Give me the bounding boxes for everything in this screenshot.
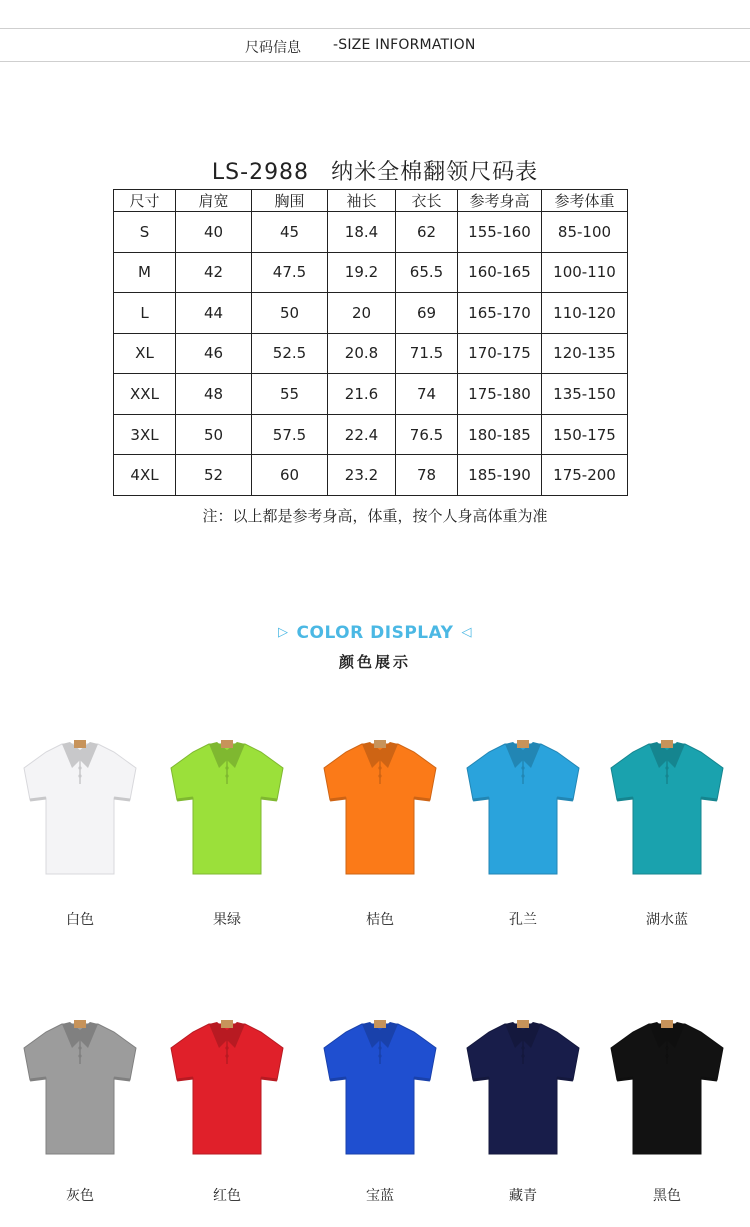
- cell-height: 155-160: [458, 212, 542, 253]
- table-row: [114, 414, 628, 455]
- header-title-cn: 尺码信息: [245, 40, 301, 56]
- color-name-label: 桔色: [366, 912, 394, 928]
- cell-height: 180-185: [458, 414, 542, 455]
- polo-shirt-icon: [607, 738, 727, 878]
- cell-size: XXL: [114, 374, 176, 415]
- cell-height: 165-170: [458, 293, 542, 334]
- cell-shoulder: 44: [176, 293, 252, 334]
- header-bar: [0, 28, 750, 62]
- cell-height: 160-165: [458, 252, 542, 293]
- chart-name: 纳米全棉翻领尺码表: [331, 160, 539, 185]
- cell-sleeve: 19.2: [328, 252, 396, 293]
- polo-shirt-icon: [607, 1018, 727, 1158]
- header-sleeve: 袖长: [328, 190, 396, 212]
- cell-sleeve: 18.4: [328, 212, 396, 253]
- polo-shirt-icon: [320, 1018, 440, 1158]
- cell-weight: 175-200: [542, 455, 628, 496]
- cell-chest: 45: [252, 212, 328, 253]
- cell-shoulder: 46: [176, 333, 252, 374]
- size-table: [113, 189, 628, 496]
- cell-weight: 85-100: [542, 212, 628, 253]
- cell-size: 3XL: [114, 414, 176, 455]
- color-name-label: 宝蓝: [366, 1188, 394, 1204]
- polo-shirt-swatch: [167, 1018, 287, 1158]
- cell-length: 65.5: [396, 252, 458, 293]
- size-chart-title: [0, 155, 750, 186]
- table-row: [114, 252, 628, 293]
- cell-height: 185-190: [458, 455, 542, 496]
- polo-shirt-swatch: [320, 738, 440, 878]
- model-number: LS-2988: [211, 160, 310, 185]
- table-row: [114, 374, 628, 415]
- cell-sleeve: 20: [328, 293, 396, 334]
- table-header-row: [114, 190, 628, 212]
- color-display-heading: [0, 623, 750, 643]
- header-length: 衣长: [396, 190, 458, 212]
- color-name-label: 藏青: [509, 1188, 537, 1204]
- header-weight: 参考体重: [542, 190, 628, 212]
- cell-sleeve: 23.2: [328, 455, 396, 496]
- cell-chest: 47.5: [252, 252, 328, 293]
- cell-chest: 50: [252, 293, 328, 334]
- cell-size: M: [114, 252, 176, 293]
- color-name-label: 果绿: [213, 912, 241, 928]
- cell-size: XL: [114, 333, 176, 374]
- cell-length: 69: [396, 293, 458, 334]
- header-height: 参考身高: [458, 190, 542, 212]
- color-name-label: 湖水蓝: [646, 912, 688, 928]
- polo-shirt-swatch: [167, 738, 287, 878]
- cell-shoulder: 42: [176, 252, 252, 293]
- cell-length: 74: [396, 374, 458, 415]
- triangle-right-icon: ▷: [278, 625, 289, 640]
- size-note: 注：以上都是参考身高，体重，按个人身高体重为准: [202, 507, 548, 525]
- cell-length: 76.5: [396, 414, 458, 455]
- cell-shoulder: 40: [176, 212, 252, 253]
- color-name-label: 孔兰: [509, 912, 537, 928]
- header-size: 尺寸: [114, 190, 176, 212]
- header-shoulder: 肩宽: [176, 190, 252, 212]
- color-name-label: 灰色: [66, 1188, 94, 1204]
- polo-shirt-swatch: [463, 738, 583, 878]
- cell-height: 170-175: [458, 333, 542, 374]
- triangle-left-icon: ◁: [461, 625, 472, 640]
- polo-shirt-swatch: [463, 1018, 583, 1158]
- cell-size: S: [114, 212, 176, 253]
- polo-shirt-icon: [167, 1018, 287, 1158]
- polo-shirt-icon: [20, 1018, 140, 1158]
- cell-height: 175-180: [458, 374, 542, 415]
- table-row: [114, 455, 628, 496]
- color-name-label: 红色: [213, 1188, 241, 1204]
- table-row: [114, 333, 628, 374]
- cell-shoulder: 50: [176, 414, 252, 455]
- cell-chest: 52.5: [252, 333, 328, 374]
- header-title-en: -SIZE INFORMATION: [333, 37, 476, 53]
- cell-chest: 57.5: [252, 414, 328, 455]
- color-name-label: 白色: [66, 912, 94, 928]
- cell-shoulder: 48: [176, 374, 252, 415]
- polo-shirt-swatch: [20, 738, 140, 878]
- cell-chest: 55: [252, 374, 328, 415]
- cell-length: 71.5: [396, 333, 458, 374]
- polo-shirt-icon: [463, 738, 583, 878]
- polo-shirt-icon: [320, 738, 440, 878]
- cell-size: L: [114, 293, 176, 334]
- polo-shirt-icon: [463, 1018, 583, 1158]
- cell-length: 62: [396, 212, 458, 253]
- polo-shirt-swatch: [20, 1018, 140, 1158]
- cell-size: 4XL: [114, 455, 176, 496]
- polo-shirt-swatch: [607, 1018, 727, 1158]
- header-chest: 胸围: [252, 190, 328, 212]
- cell-shoulder: 52: [176, 455, 252, 496]
- cell-weight: 110-120: [542, 293, 628, 334]
- color-display-subtitle: 颜色展示: [338, 653, 411, 671]
- color-name-label: 黑色: [653, 1188, 681, 1204]
- table-row: [114, 293, 628, 334]
- polo-shirt-swatch: [607, 738, 727, 878]
- cell-sleeve: 22.4: [328, 414, 396, 455]
- polo-shirt-icon: [167, 738, 287, 878]
- cell-sleeve: 21.6: [328, 374, 396, 415]
- cell-weight: 120-135: [542, 333, 628, 374]
- cell-chest: 60: [252, 455, 328, 496]
- color-display-title: COLOR DISPLAY: [296, 623, 454, 643]
- cell-sleeve: 20.8: [328, 333, 396, 374]
- polo-shirt-icon: [20, 738, 140, 878]
- polo-shirt-swatch: [320, 1018, 440, 1158]
- cell-length: 78: [396, 455, 458, 496]
- cell-weight: 135-150: [542, 374, 628, 415]
- cell-weight: 150-175: [542, 414, 628, 455]
- cell-weight: 100-110: [542, 252, 628, 293]
- table-row: [114, 212, 628, 253]
